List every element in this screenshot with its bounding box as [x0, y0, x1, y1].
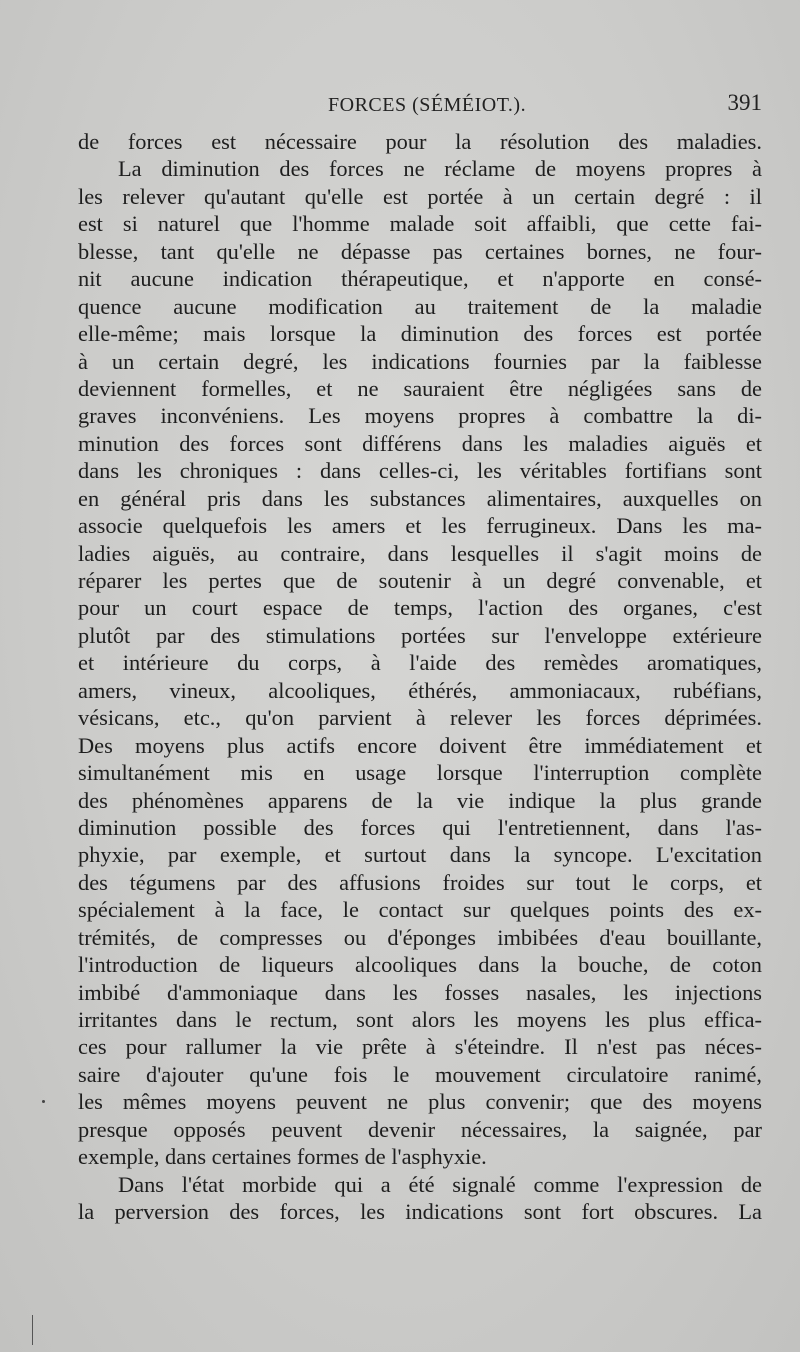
text-line: réparer les pertes que de soutenir à un degré convenable, et [78, 568, 762, 593]
text-line: ces pour rallumer la vie prête à s'éteindre. Il n'est pas néces- [78, 1034, 762, 1060]
margin-mark [32, 1315, 33, 1345]
text-line: les relever qu'autant qu'elle est portée à un certain degré : il [78, 183, 762, 209]
text-line: à un certain degré, les indications fournies par la faiblesse [78, 348, 762, 374]
text-line: pour un court espace de temps, l'action des organes, c'est [78, 595, 762, 621]
text-line: des phénomènes apparens de la vie indique la plus grande [78, 787, 762, 813]
text-line: irritantes dans le rectum, sont alors les moyens les plus effica- [78, 1007, 762, 1032]
text-line: saire d'ajouter qu'une fois le mouvement circulatoire ranimé, [78, 1061, 762, 1087]
text-line: spécialement à la face, le contact sur quelques points des ex- [78, 897, 762, 923]
text-line: Des moyens plus actifs encore doivent être immédiatement et [78, 732, 762, 758]
text-line: des tégumens par des affusions froides sur tout le corps, et [78, 869, 762, 895]
text-line: presque opposés peuvent devenir nécessaires, la saignée, par [78, 1116, 762, 1142]
text-line: blesse, tant qu'elle ne dépasse pas certaines bornes, ne four- [78, 238, 762, 264]
text-line: diminution possible des forces qui l'entretiennent, dans l'as- [78, 814, 762, 840]
text-line: nit aucune indication thérapeutique, et n'apporte en consé- [78, 266, 762, 292]
text-line: quence aucune modification au traitement de la maladie [78, 293, 762, 319]
text-line: trémités, de compresses ou d'éponges imbibées d'eau bouillante, [78, 924, 762, 950]
page-header [78, 88, 762, 128]
text-line: en général pris dans les substances alimentaires, auxquelles on [78, 485, 762, 511]
text-line: la perversion des forces, les indications sont fort obscures. La [78, 1199, 762, 1225]
text-line: est si naturel que l'homme malade soit affaibli, que cette fai- [78, 211, 762, 237]
running-title: FORCES (SÉMÉIOT.). [328, 94, 527, 116]
text-line: vésicans, etc., qu'on parvient à relever les forces déprimées. [78, 705, 762, 731]
text-line: deviennent formelles, et ne sauraient être négligées sans de [78, 375, 762, 401]
page-number: 391 [727, 90, 762, 115]
body-text [78, 128, 762, 1226]
text-line: ladies aiguës, au contraire, dans lesquelles il s'agit moins de [78, 540, 762, 566]
text-line: imbibé d'ammoniaque dans les fosses nasales, les injections [78, 979, 762, 1005]
margin-dot [42, 1100, 45, 1103]
text-line: dans les chroniques : dans celles-ci, les véritables fortifians sont [78, 458, 762, 484]
text-line: associe quelquefois les amers et les ferrugineux. Dans les ma- [78, 513, 762, 539]
text-line: et intérieure du corps, à l'aide des remèdes aromatiques, [78, 650, 762, 676]
text-line: phyxie, par exemple, et surtout dans la syncope. L'excitation [78, 842, 762, 868]
text-line: exemple, dans certaines formes de l'asphyxie. [78, 1144, 487, 1170]
text-line: de forces est nécessaire pour la résolution des maladies. [78, 129, 762, 154]
text-line: Dans l'état morbide qui a été signalé comme l'expression de [118, 1171, 762, 1197]
text-line: plutôt par des stimulations portées sur l'enveloppe extérieure [78, 622, 762, 648]
text-line: les mêmes moyens peuvent ne plus convenir; que des moyens [78, 1089, 762, 1115]
text-line: graves inconvéniens. Les moyens propres à combattre la di- [78, 403, 762, 429]
text-line: simultanément mis en usage lorsque l'interruption complète [78, 760, 762, 786]
text-line: minution des forces sont différens dans les maladies aiguës et [78, 430, 762, 456]
text-line: La diminution des forces ne réclame de moyens propres à [118, 156, 762, 182]
text-line: elle-même; mais lorsque la diminution des forces est portée [78, 321, 762, 347]
text-line: l'introduction de liqueurs alcooliques dans la bouche, de coton [78, 952, 762, 978]
text-line: amers, vineux, alcooliques, éthérés, ammoniacaux, rubéfians, [78, 677, 762, 703]
